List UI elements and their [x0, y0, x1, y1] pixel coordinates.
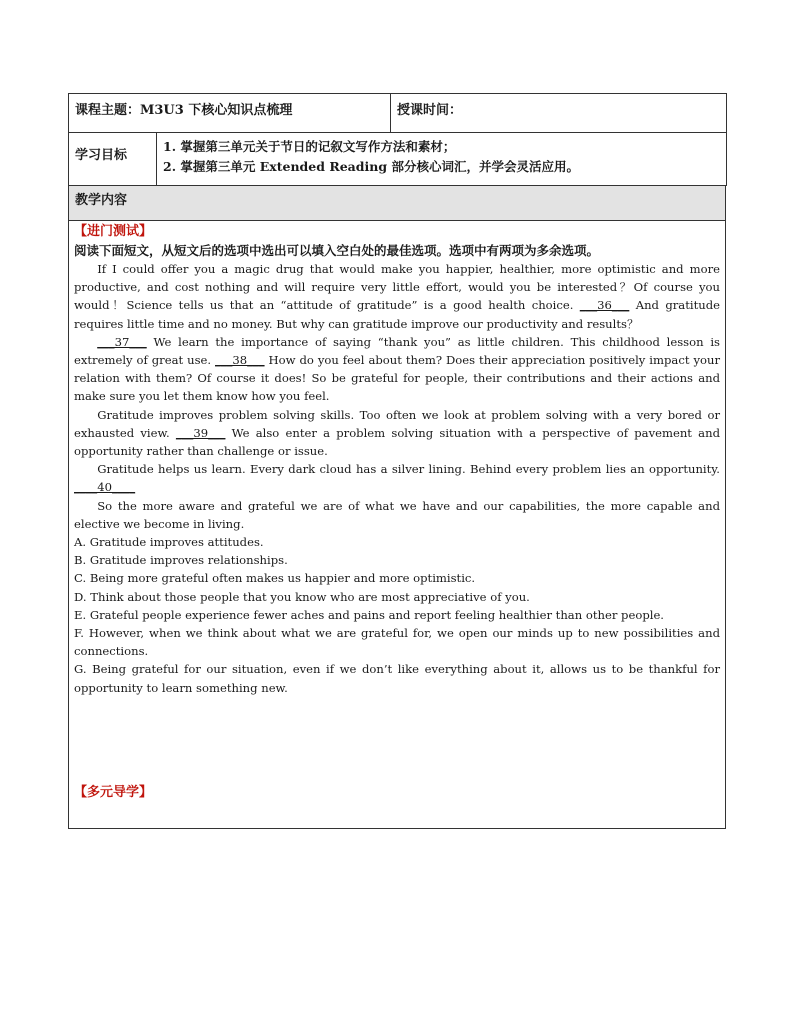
passage-paragraph-5: So the more aware and grateful we are of what we have and our capabilities, the more capable and elective we become in living.: [74, 498, 720, 531]
content-body-cell: [69, 221, 726, 829]
goals-label: 学习目标: [75, 148, 128, 163]
goals-items-cell: [157, 133, 727, 186]
option-g: G. Being grateful for our situation, even if we don’t like everything about it, allows us to be thankful for opportunity to learn something new.: [74, 662, 720, 695]
passage-paragraph-1: If I could offer you a magic drug that would make you happier, healthier, more optimistic and more productive, and cost nothing and will require very little effort, would you be interested？Of course you would！Science tells us that an “attitude of gratitude” is a good health choice. ___36___ And gratitude requires little time and no money. But why can gratitude improve our productivity and results？: [74, 262, 720, 331]
blank-36[interactable]: ___36___: [579, 298, 630, 313]
content-body: [69, 221, 725, 828]
goal-item-2: 2. 掌握第三单元 Extended Reading 部分核心词汇，并学会灵活应用。: [163, 159, 579, 174]
passage-paragraph-2: ___37___ We learn the importance of saying “thank you” as little children. This childhood lesson is extremely of great use. ___38___ How do you feel about them? Does their appreciation positively impact your relation with them? Of course it does! So be grateful for people, their contributions and their actions and make sure you let them know how you feel.: [74, 334, 720, 404]
option-a: A. Gratitude improves attitudes.: [74, 535, 264, 550]
time-cell: [391, 94, 727, 133]
lesson-table: [68, 93, 727, 133]
lesson-plan-page: [68, 93, 726, 829]
teaching-time-label: 授课时间：: [397, 103, 463, 118]
passage-paragraph-4: Gratitude helps us learn. Every dark cloud has a silver lining. Behind every problem lies an opportunity. ____40____: [74, 462, 720, 495]
blank-37[interactable]: ___37___: [97, 334, 147, 349]
guided-learning-tag: 【多元导学】: [74, 785, 153, 800]
goals-row: [69, 133, 727, 186]
entry-test-tag: 【进门测试】: [74, 224, 153, 239]
option-d: D. Think about those people that you know who are most appreciative of you.: [74, 589, 530, 604]
option-b: B. Gratitude improves relationships.: [74, 553, 288, 568]
content-label-cell: [69, 186, 726, 221]
blank-38[interactable]: ___38___: [215, 353, 265, 368]
content-label: 教学内容: [75, 193, 128, 208]
content-header-row: [69, 186, 726, 221]
reading-instruction: 阅读下面短文，从短文后的选项中选出可以填入空白处的最佳选项。选项中有两项为多余选项。: [74, 243, 600, 258]
course-topic: 课程主题：M3U3 下核心知识点梳理: [75, 103, 293, 118]
topic-cell: [69, 94, 391, 133]
option-f: F. However, when we think about what we are grateful for, we open our minds up to new possibilities and connections.: [74, 626, 720, 659]
option-e: E. Grateful people experience fewer aches and pains and report feeling healthier than other people.: [74, 607, 664, 622]
content-body-row: [69, 221, 726, 829]
content-table: [68, 185, 726, 829]
passage-paragraph-3: Gratitude improves problem solving skills. Too often we look at problem solving with a very bored or exhausted view. ___39___ We also enter a problem solving situation with a perspective of pavement and opportunity rather than challenge or issue.: [74, 407, 720, 459]
goals-table: [68, 132, 727, 186]
goals-label-cell: [69, 133, 157, 186]
header-row: [69, 94, 727, 133]
goal-item-1: 1. 掌握第三单元关于节日的记叙文写作方法和素材；: [163, 139, 456, 154]
blank-39[interactable]: ___39___: [175, 425, 226, 440]
option-c: C. Being more grateful often makes us happier and more optimistic.: [74, 571, 476, 586]
blank-40[interactable]: ____40____: [74, 480, 136, 495]
